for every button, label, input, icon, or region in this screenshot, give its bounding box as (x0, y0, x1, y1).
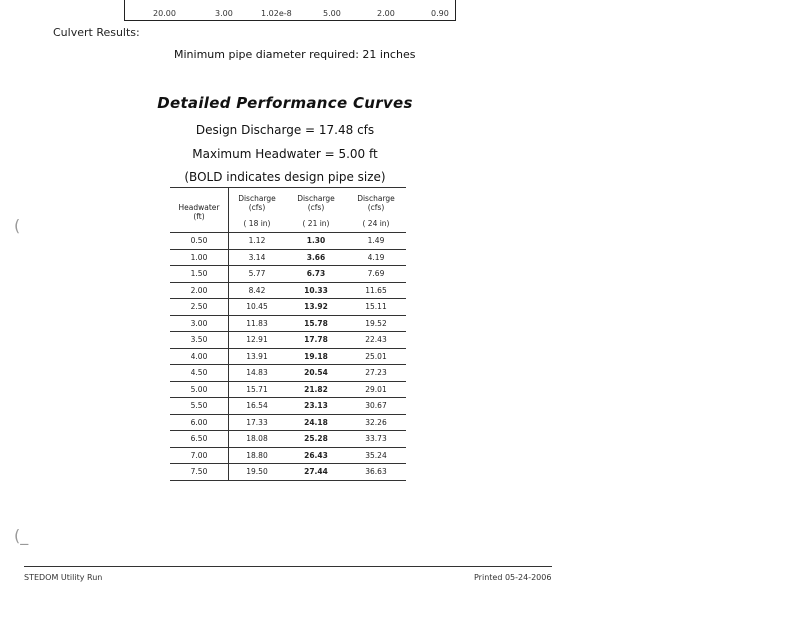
table-cell: 12.91 (246, 335, 268, 344)
table-cell: 19.50 (246, 467, 268, 476)
table-cell: 17.78 (304, 335, 328, 344)
table-cell: 7.69 (367, 269, 385, 278)
table-cell: 11.83 (246, 318, 268, 328)
table-header (170, 188, 406, 233)
table-cell: 3.50 (190, 335, 208, 344)
table-row (170, 365, 406, 382)
table-cell: 1.30 (306, 236, 326, 245)
table-row (170, 299, 406, 316)
top-cell: 0.90 (431, 9, 449, 18)
header-discharge-unit: (cfs) (367, 203, 385, 212)
table-cell: 10.45 (246, 302, 268, 311)
table-cell: 23.13 (304, 401, 328, 410)
table-cell: 8.42 (248, 285, 266, 295)
design-discharge: Design Discharge = 17.48 cfs (195, 123, 375, 137)
table-row (170, 398, 406, 415)
table-cell: 21.82 (304, 384, 328, 394)
table-cell: 1.12 (248, 236, 266, 245)
performance-title: Detailed Performance Curves (157, 94, 413, 112)
footer-rule (24, 566, 552, 567)
table-cell: 3.00 (190, 318, 208, 328)
header-discharge-label: Discharge (297, 194, 335, 203)
footer-left-text: STEDOM Utility Run (24, 573, 103, 582)
table-cell: 7.50 (190, 467, 208, 476)
table-cell: 24.18 (304, 417, 328, 427)
header-headwater (170, 203, 228, 221)
table-cell: 14.83 (246, 368, 268, 377)
table-cell: 6.73 (306, 269, 326, 278)
table-cell: 2.50 (190, 302, 208, 311)
table-cell: 27.44 (304, 467, 328, 476)
header-headwater-label: Headwater (178, 203, 220, 212)
table-cell: 19.18 (304, 351, 328, 361)
table-cell: 36.63 (365, 467, 387, 476)
table-row (170, 415, 406, 432)
table-cell: 16.54 (246, 401, 268, 410)
table-cell: 7.00 (190, 450, 208, 460)
table-cell: 6.00 (190, 417, 208, 427)
table-cell: 4.00 (190, 351, 208, 361)
header-size-24: ( 24 in) (362, 219, 390, 228)
table-cell: 1.49 (367, 236, 385, 245)
top-cell: 2.00 (377, 9, 395, 18)
table-row (170, 382, 406, 399)
table-row (170, 464, 406, 481)
table-row (170, 316, 406, 333)
table-cell: 29.01 (365, 384, 387, 394)
header-discharge-24 (346, 194, 406, 212)
table-row (170, 431, 406, 448)
table-cell: 2.00 (190, 285, 208, 295)
table-row (170, 233, 406, 250)
header-discharge-label: Discharge (357, 194, 395, 203)
max-headwater: Maximum Headwater = 5.00 ft (192, 147, 378, 161)
table-cell: 11.65 (365, 285, 387, 295)
table-cell: 15.11 (365, 302, 387, 311)
culvert-results-label: Culvert Results: (53, 26, 140, 39)
table-cell: 15.78 (304, 318, 328, 328)
top-table-strip (124, 0, 456, 21)
table-cell: 30.67 (365, 401, 387, 410)
top-cell: 1.02e-8 (261, 9, 292, 18)
scan-mark: ( (14, 216, 21, 235)
table-cell: 10.33 (304, 285, 328, 295)
table-cell: 3.14 (248, 252, 266, 262)
table-body (170, 233, 406, 481)
table-row (170, 349, 406, 366)
top-cell: 20.00 (153, 9, 176, 18)
table-cell: 15.71 (246, 384, 268, 394)
table-cell: 17.33 (246, 417, 268, 427)
header-discharge-unit: (cfs) (307, 203, 325, 212)
bold-note: (BOLD indicates design pipe size) (184, 170, 386, 184)
header-discharge-unit: (cfs) (248, 203, 266, 212)
table-cell: 35.24 (365, 450, 387, 460)
table-cell: 22.43 (365, 335, 387, 344)
header-size-21: ( 21 in) (302, 219, 330, 228)
header-discharge-21 (286, 194, 346, 212)
header-headwater-unit: (ft) (193, 212, 205, 221)
top-cell: 3.00 (215, 9, 233, 18)
table-cell: 1.50 (190, 269, 208, 278)
table-cell: 1.00 (190, 252, 208, 262)
top-cell: 5.00 (323, 9, 341, 18)
table-cell: 5.50 (190, 401, 208, 410)
table-row (170, 332, 406, 349)
table-row (170, 283, 406, 300)
min-pipe-text: Minimum pipe diameter required: 21 inches (174, 48, 416, 61)
header-size-18: ( 18 in) (243, 219, 271, 228)
table-cell: 4.19 (367, 252, 385, 262)
header-discharge-18 (228, 194, 286, 212)
table-cell: 25.28 (304, 434, 328, 443)
table-cell: 6.50 (190, 434, 208, 443)
table-cell: 26.43 (304, 450, 328, 460)
table-cell: 18.80 (246, 450, 268, 460)
table-cell: 27.23 (365, 368, 387, 377)
table-cell: 0.50 (190, 236, 208, 245)
table-cell: 3.66 (306, 252, 326, 262)
table-cell: 4.50 (190, 368, 208, 377)
table-cell: 25.01 (365, 351, 387, 361)
table-row (170, 266, 406, 283)
table-cell: 13.92 (304, 302, 328, 311)
table-row (170, 448, 406, 465)
table-cell: 19.52 (365, 318, 387, 328)
footer-right-text: Printed 05-24-2006 (474, 573, 552, 582)
table-cell: 20.54 (304, 368, 328, 377)
table-row (170, 250, 406, 267)
scan-mark: (_ (14, 526, 29, 545)
header-discharge-label: Discharge (238, 194, 276, 203)
table-cell: 18.08 (246, 434, 268, 443)
performance-table (170, 187, 406, 481)
table-cell: 33.73 (365, 434, 387, 443)
table-cell: 32.26 (365, 417, 387, 427)
table-cell: 5.77 (248, 269, 266, 278)
table-cell: 13.91 (246, 351, 268, 361)
table-cell: 5.00 (190, 384, 208, 394)
